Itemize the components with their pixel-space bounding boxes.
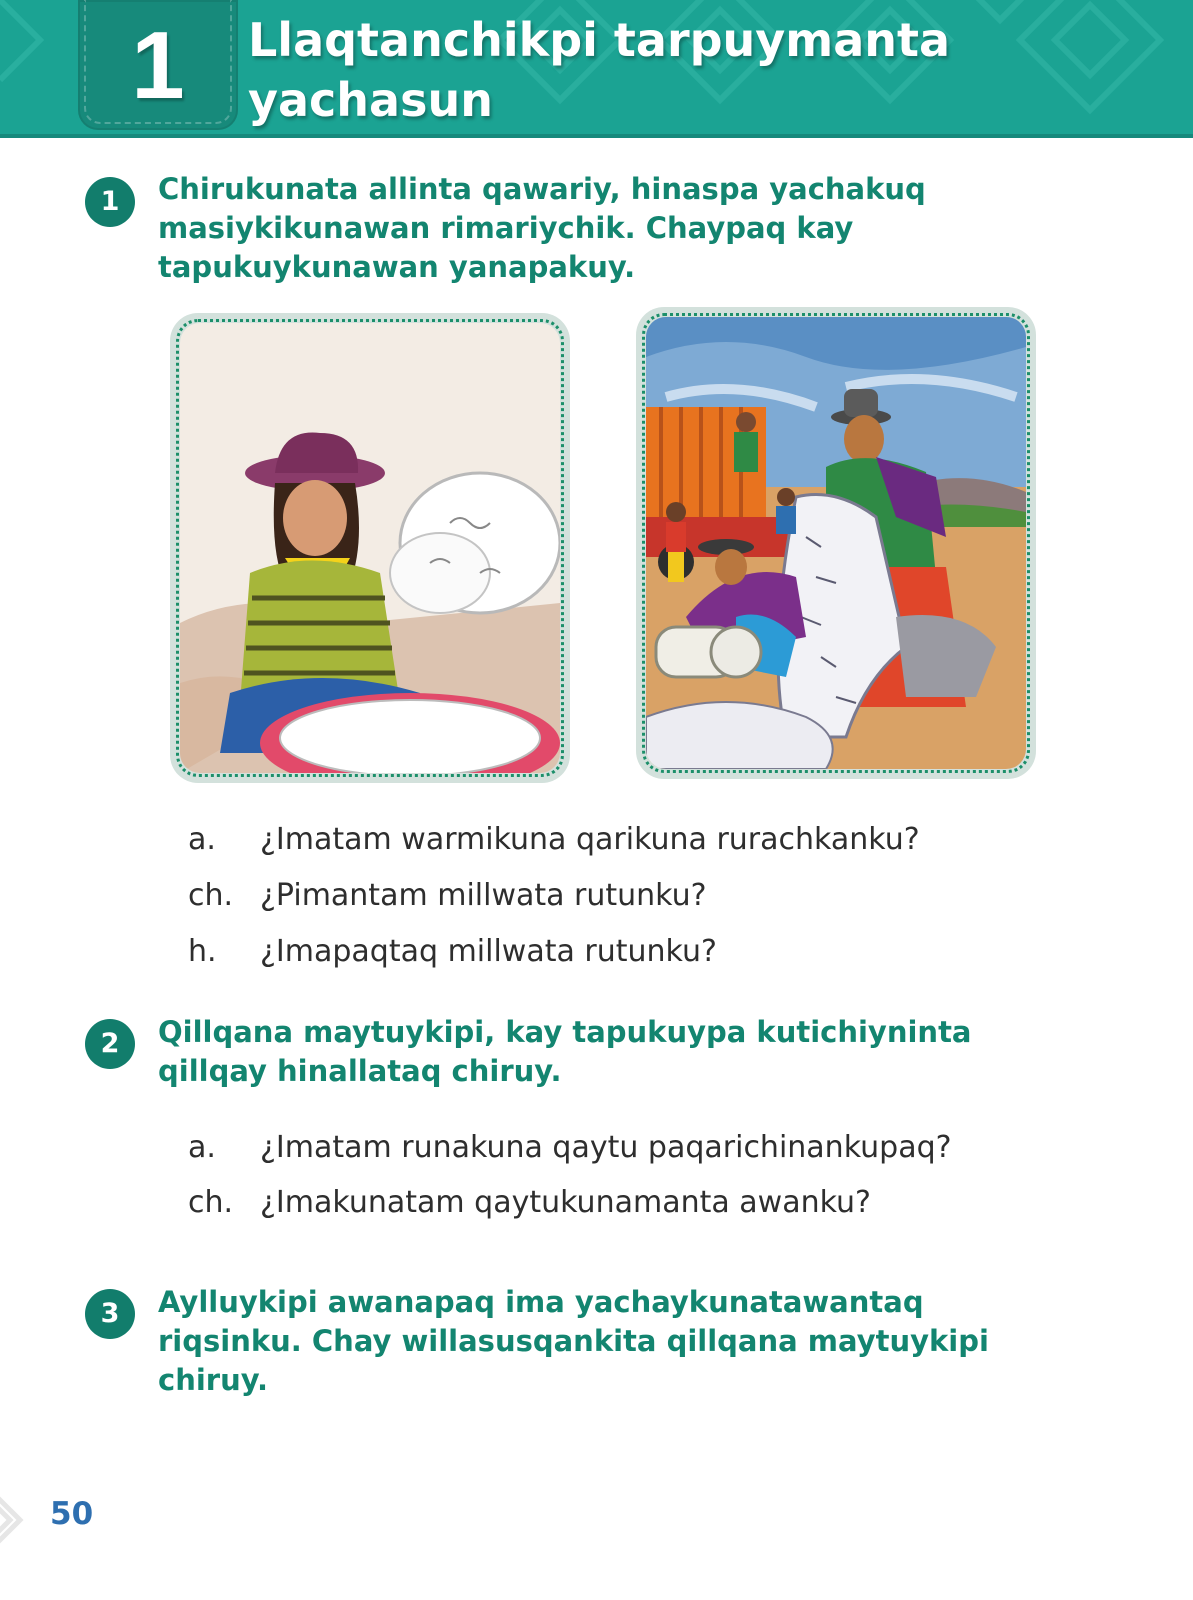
unit-title bbox=[248, 10, 1148, 130]
question-letter: ch. bbox=[188, 1185, 234, 1220]
activity-number-1: 1 bbox=[85, 177, 135, 227]
instruction-line: masiykikunawan rimariychik. Chaypaq kay bbox=[158, 211, 854, 245]
question-letter: h. bbox=[188, 934, 217, 969]
instruction-line: tapukuykunawan yanapakuy. bbox=[158, 250, 636, 284]
question-letter: ch. bbox=[188, 878, 234, 913]
instruction-line: Chirukunata allinta qawariy, hinaspa yachakuq bbox=[158, 172, 926, 206]
question-text: ¿Imakunatam qaytukunamanta awanku? bbox=[260, 1185, 871, 1220]
page-number: 50 bbox=[50, 1496, 94, 1532]
question-text: ¿Imatam runakuna qaytu paqarichinankupaq? bbox=[260, 1130, 952, 1165]
activity-number-3: 3 bbox=[85, 1289, 135, 1339]
question-letter: a. bbox=[188, 822, 216, 857]
banner-border bbox=[0, 134, 1193, 138]
sheep-shearing-illustration bbox=[636, 307, 1036, 779]
sheep-shearing-image bbox=[646, 317, 1026, 769]
girl-with-wool-illustration bbox=[170, 313, 570, 783]
question-letter: a. bbox=[188, 1130, 216, 1165]
activity-1-instruction bbox=[158, 170, 1058, 287]
instruction-line: Qillqana maytuykipi, kay tapukuypa kutichiyninta bbox=[158, 1015, 972, 1049]
unit-title-line1: Llaqtanchikpi tarpuymanta bbox=[248, 13, 951, 67]
activity-2-instruction bbox=[158, 1013, 1058, 1091]
question-text: ¿Imatam warmikuna qarikuna rurachkanku? bbox=[260, 822, 920, 857]
unit-number: 1 bbox=[131, 12, 185, 119]
instruction-line: riqsinku. Chay willasusqankita qillqana maytuykipi bbox=[158, 1324, 989, 1358]
girl-with-wool-image bbox=[180, 323, 560, 773]
instruction-line: Aylluykipi awanapaq ima yachaykunatawantaq bbox=[158, 1285, 924, 1319]
question-text: ¿Pimantam millwata rutunku? bbox=[260, 878, 707, 913]
question-text: ¿Imapaqtaq millwata rutunku? bbox=[260, 934, 717, 969]
activity-number-2: 2 bbox=[85, 1019, 135, 1069]
unit-number-tab bbox=[78, 0, 238, 130]
unit-title-line2: yachasun bbox=[248, 73, 493, 127]
instruction-line: qillqay hinallataq chiruy. bbox=[158, 1054, 562, 1088]
corner-pattern bbox=[0, 1460, 50, 1580]
instruction-line: chiruy. bbox=[158, 1363, 268, 1397]
activity-3-instruction bbox=[158, 1283, 1058, 1400]
